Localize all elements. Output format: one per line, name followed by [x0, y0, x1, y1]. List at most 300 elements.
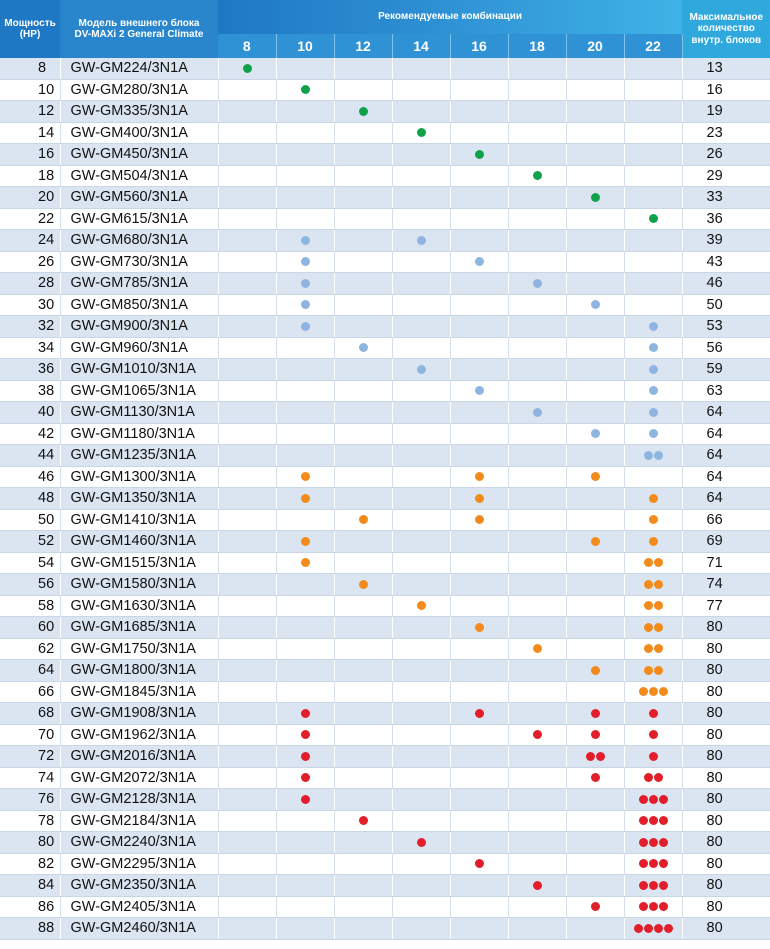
combo-cell [392, 509, 450, 531]
combo-dot-icon [649, 214, 658, 223]
table-row [0, 466, 770, 488]
combo-dot-icon [649, 322, 658, 331]
model-cell: GW-GM1300/3N1A [60, 466, 218, 488]
combo-cell [624, 531, 682, 553]
combo-dots [634, 924, 673, 933]
combo-dots [591, 773, 600, 782]
combo-dot-icon [475, 257, 484, 266]
model-cell: GW-GM2350/3N1A [60, 875, 218, 897]
combo-cell [334, 918, 392, 940]
combo-dots [591, 472, 600, 481]
header-combo-col: 16 [450, 34, 508, 58]
combo-cell [276, 875, 334, 897]
power-cell: 82 [0, 853, 60, 875]
power-cell: 50 [0, 509, 60, 531]
combo-cell [218, 423, 276, 445]
combo-cell [276, 165, 334, 187]
combo-cell [508, 337, 566, 359]
max-indoor-cell: 46 [682, 273, 770, 295]
power-cell: 78 [0, 810, 60, 832]
combo-cell [218, 230, 276, 252]
power-cell: 56 [0, 574, 60, 596]
combo-cell [334, 359, 392, 381]
combo-dot-icon [417, 838, 426, 847]
combo-dot-icon [639, 816, 648, 825]
combo-cell [276, 789, 334, 811]
combo-cell [450, 896, 508, 918]
combo-cell [276, 423, 334, 445]
combo-cell [566, 746, 624, 768]
combo-dots [301, 236, 310, 245]
combo-dots [301, 279, 310, 288]
table-row [0, 423, 770, 445]
combo-dot-icon [644, 666, 653, 675]
header-model [60, 0, 218, 58]
combo-dots [644, 451, 663, 460]
combo-cell [276, 273, 334, 295]
combo-cell [508, 488, 566, 510]
combo-cell [508, 681, 566, 703]
power-cell: 16 [0, 144, 60, 166]
combo-dot-icon [644, 773, 653, 782]
model-cell: GW-GM450/3N1A [60, 144, 218, 166]
combo-dot-icon [475, 859, 484, 868]
combo-cell [276, 79, 334, 101]
combo-cell [218, 918, 276, 940]
combo-cell [334, 165, 392, 187]
power-cell: 34 [0, 337, 60, 359]
combo-cell [624, 423, 682, 445]
combo-cell [334, 595, 392, 617]
combo-cell [392, 187, 450, 209]
max-indoor-cell: 64 [682, 488, 770, 510]
combo-cell [392, 273, 450, 295]
table-row [0, 316, 770, 338]
model-cell: GW-GM2295/3N1A [60, 853, 218, 875]
combo-cell [450, 251, 508, 273]
header-max-line1: Максимальное [689, 11, 764, 23]
model-cell: GW-GM1800/3N1A [60, 660, 218, 682]
max-indoor-cell: 64 [682, 445, 770, 467]
combo-cell [392, 595, 450, 617]
combo-cell [508, 552, 566, 574]
combo-cell [508, 165, 566, 187]
combo-dots [639, 902, 668, 911]
combo-dot-icon [639, 859, 648, 868]
table-row [0, 488, 770, 510]
combo-dots [475, 623, 484, 632]
combo-cell [508, 187, 566, 209]
combo-cell [624, 187, 682, 209]
combo-cell [392, 767, 450, 789]
combo-cell [276, 617, 334, 639]
combo-cell [450, 144, 508, 166]
combo-dots [475, 515, 484, 524]
model-cell: GW-GM730/3N1A [60, 251, 218, 273]
model-cell: GW-GM2128/3N1A [60, 789, 218, 811]
combo-dot-icon [649, 386, 658, 395]
combo-cell [566, 703, 624, 725]
table-row [0, 58, 770, 79]
combo-dot-icon [301, 709, 310, 718]
combo-dot-icon [664, 924, 673, 933]
combo-cell [276, 832, 334, 854]
combo-dot-icon [654, 773, 663, 782]
combo-dot-icon [654, 644, 663, 653]
combo-cell [508, 617, 566, 639]
combo-dots [475, 472, 484, 481]
power-cell: 40 [0, 402, 60, 424]
max-indoor-cell: 53 [682, 316, 770, 338]
power-cell: 28 [0, 273, 60, 295]
max-indoor-cell: 80 [682, 810, 770, 832]
combo-dot-icon [301, 537, 310, 546]
combo-dots [644, 644, 663, 653]
combo-dot-icon [591, 429, 600, 438]
combo-cell [450, 767, 508, 789]
combo-cell [276, 595, 334, 617]
table-body [0, 58, 770, 939]
combo-dots [475, 494, 484, 503]
combo-cell [334, 230, 392, 252]
combo-cell [276, 531, 334, 553]
max-indoor-cell: 66 [682, 509, 770, 531]
combo-cell [334, 638, 392, 660]
combo-cell [218, 273, 276, 295]
table-row [0, 402, 770, 424]
combo-cell [508, 595, 566, 617]
combo-dot-icon [659, 687, 668, 696]
combo-dots [591, 902, 600, 911]
table-row [0, 918, 770, 940]
combo-cell [450, 617, 508, 639]
max-indoor-cell: 29 [682, 165, 770, 187]
combo-cell [276, 466, 334, 488]
combo-dots [475, 386, 484, 395]
power-cell: 18 [0, 165, 60, 187]
model-cell: GW-GM1130/3N1A [60, 402, 218, 424]
combo-cell [450, 79, 508, 101]
table-row [0, 165, 770, 187]
combo-dot-icon [533, 644, 542, 653]
model-cell: GW-GM1845/3N1A [60, 681, 218, 703]
combo-cell [392, 531, 450, 553]
combo-dots [639, 795, 668, 804]
combo-cell [392, 746, 450, 768]
combo-dot-icon [359, 515, 368, 524]
combo-cell [218, 445, 276, 467]
power-cell: 70 [0, 724, 60, 746]
combo-dots [301, 472, 310, 481]
combo-dot-icon [649, 687, 658, 696]
combo-cell [508, 144, 566, 166]
combo-cell [334, 79, 392, 101]
combo-cell [566, 208, 624, 230]
combo-cell [218, 144, 276, 166]
max-indoor-cell: 80 [682, 853, 770, 875]
combo-dots [475, 150, 484, 159]
table-row [0, 294, 770, 316]
combo-cell [450, 402, 508, 424]
combo-cell [566, 423, 624, 445]
combo-cell [218, 595, 276, 617]
combo-cell [566, 681, 624, 703]
combo-cell [392, 445, 450, 467]
combo-cell [624, 660, 682, 682]
combo-dot-icon [649, 730, 658, 739]
combo-cell [392, 488, 450, 510]
combo-cell [566, 316, 624, 338]
combo-dot-icon [649, 859, 658, 868]
table-row [0, 230, 770, 252]
combo-dot-icon [591, 709, 600, 718]
combo-cell [334, 144, 392, 166]
power-cell: 72 [0, 746, 60, 768]
max-indoor-cell: 64 [682, 466, 770, 488]
combo-cell [392, 359, 450, 381]
max-indoor-cell: 16 [682, 79, 770, 101]
max-indoor-cell: 77 [682, 595, 770, 617]
combo-cell [334, 187, 392, 209]
combo-dot-icon [301, 730, 310, 739]
combo-dots [533, 408, 542, 417]
combo-cell [218, 832, 276, 854]
combo-dots [359, 343, 368, 352]
combo-dots [301, 558, 310, 567]
combo-cell [624, 724, 682, 746]
combo-dot-icon [533, 279, 542, 288]
table-row [0, 853, 770, 875]
table-row [0, 595, 770, 617]
header-combo-col: 14 [392, 34, 450, 58]
combo-cell [334, 789, 392, 811]
combo-dots [301, 752, 310, 761]
combo-dot-icon [533, 408, 542, 417]
combo-cell [566, 251, 624, 273]
combo-dots [475, 257, 484, 266]
combo-cell [392, 703, 450, 725]
combo-cell [276, 402, 334, 424]
table-row [0, 896, 770, 918]
combo-dot-icon [644, 644, 653, 653]
combo-cell [450, 681, 508, 703]
combo-dot-icon [649, 838, 658, 847]
header-power [0, 0, 60, 58]
power-cell: 14 [0, 122, 60, 144]
model-cell: GW-GM615/3N1A [60, 208, 218, 230]
combo-cell [624, 617, 682, 639]
combo-dot-icon [301, 795, 310, 804]
max-indoor-cell: 71 [682, 552, 770, 574]
max-indoor-cell: 80 [682, 617, 770, 639]
combo-cell [624, 789, 682, 811]
combo-cell [624, 445, 682, 467]
combo-cell [218, 380, 276, 402]
combo-cell [334, 875, 392, 897]
combo-dot-icon [644, 623, 653, 632]
max-indoor-cell: 13 [682, 58, 770, 79]
combo-cell [392, 832, 450, 854]
combo-cell [566, 337, 624, 359]
combo-cell [624, 294, 682, 316]
combo-cell [218, 58, 276, 79]
combo-cell [566, 466, 624, 488]
combo-cell [334, 208, 392, 230]
combo-dots [301, 322, 310, 331]
combo-dots [649, 343, 658, 352]
combo-dot-icon [359, 343, 368, 352]
combo-cell [624, 509, 682, 531]
power-cell: 74 [0, 767, 60, 789]
max-indoor-cell: 36 [682, 208, 770, 230]
combo-cell [508, 251, 566, 273]
combo-dot-icon [639, 795, 648, 804]
combo-dots [644, 558, 663, 567]
combo-dots [301, 494, 310, 503]
combo-cell [508, 638, 566, 660]
combo-cell [566, 552, 624, 574]
max-indoor-cell: 80 [682, 918, 770, 940]
combo-cell [450, 595, 508, 617]
table-row [0, 638, 770, 660]
model-cell: GW-GM785/3N1A [60, 273, 218, 295]
combo-dots [649, 214, 658, 223]
combo-dot-icon [591, 472, 600, 481]
combo-cell [334, 810, 392, 832]
max-indoor-cell: 50 [682, 294, 770, 316]
combo-cell [334, 337, 392, 359]
power-cell: 20 [0, 187, 60, 209]
max-indoor-cell: 69 [682, 531, 770, 553]
combo-cell [566, 294, 624, 316]
combo-cell [624, 595, 682, 617]
combo-cell [624, 488, 682, 510]
combo-dot-icon [596, 752, 605, 761]
model-cell: GW-GM1580/3N1A [60, 574, 218, 596]
model-cell: GW-GM335/3N1A [60, 101, 218, 123]
combo-cell [334, 423, 392, 445]
combo-cell [334, 552, 392, 574]
combo-dots [591, 537, 600, 546]
combo-cell [392, 617, 450, 639]
combo-cell [218, 337, 276, 359]
combo-dots [586, 752, 605, 761]
combo-dots [243, 64, 252, 73]
max-indoor-cell: 26 [682, 144, 770, 166]
combo-cell [508, 703, 566, 725]
max-indoor-cell: 80 [682, 767, 770, 789]
combo-cell [450, 724, 508, 746]
combo-cell [450, 703, 508, 725]
combo-dots [591, 193, 600, 202]
combo-dot-icon [359, 107, 368, 116]
combo-dots [639, 687, 668, 696]
combo-cell [218, 187, 276, 209]
combo-cell [276, 638, 334, 660]
combo-dots [644, 601, 663, 610]
combo-dots [649, 537, 658, 546]
combo-cell [276, 488, 334, 510]
combo-cell [392, 122, 450, 144]
combo-cell [508, 466, 566, 488]
combo-cell [450, 273, 508, 295]
combo-cell [450, 918, 508, 940]
table-row [0, 703, 770, 725]
combo-cell [334, 294, 392, 316]
model-cell: GW-GM1180/3N1A [60, 423, 218, 445]
combo-cell [450, 574, 508, 596]
combo-cell [566, 789, 624, 811]
combo-cell [334, 466, 392, 488]
max-indoor-cell: 80 [682, 789, 770, 811]
combo-dot-icon [591, 537, 600, 546]
max-indoor-cell: 74 [682, 574, 770, 596]
combo-dots [533, 279, 542, 288]
combo-dots [649, 752, 658, 761]
table-row [0, 380, 770, 402]
combo-cell [276, 574, 334, 596]
combo-cell [334, 531, 392, 553]
power-cell: 60 [0, 617, 60, 639]
combo-cell [218, 466, 276, 488]
combo-cell [392, 251, 450, 273]
combo-cell [392, 724, 450, 746]
combo-dots [649, 322, 658, 331]
combo-cell [334, 445, 392, 467]
combo-cell [392, 144, 450, 166]
combo-dot-icon [649, 709, 658, 718]
power-cell: 62 [0, 638, 60, 660]
combo-cell [392, 466, 450, 488]
max-indoor-cell: 63 [682, 380, 770, 402]
combo-dots [649, 365, 658, 374]
combo-dots [591, 429, 600, 438]
combo-cell [450, 660, 508, 682]
combo-cell [334, 660, 392, 682]
combo-cell [566, 230, 624, 252]
combo-cell [276, 767, 334, 789]
model-cell: GW-GM504/3N1A [60, 165, 218, 187]
power-cell: 36 [0, 359, 60, 381]
max-indoor-cell: 80 [682, 746, 770, 768]
combo-cell [450, 101, 508, 123]
combo-dot-icon [654, 601, 663, 610]
combo-cell [392, 423, 450, 445]
combo-cell [392, 875, 450, 897]
combo-dot-icon [644, 580, 653, 589]
combo-cell [450, 488, 508, 510]
combo-dots [639, 838, 668, 847]
combo-dot-icon [301, 752, 310, 761]
combo-cell [450, 423, 508, 445]
combo-dots [591, 300, 600, 309]
combo-dots [533, 171, 542, 180]
combo-cell [508, 853, 566, 875]
combo-cell [276, 144, 334, 166]
combo-cell [566, 144, 624, 166]
combo-dot-icon [475, 623, 484, 632]
combo-cell [334, 273, 392, 295]
combo-cell [450, 853, 508, 875]
combo-cell [508, 79, 566, 101]
model-cell: GW-GM2405/3N1A [60, 896, 218, 918]
combo-cell [450, 509, 508, 531]
table-row [0, 832, 770, 854]
combo-cell [276, 337, 334, 359]
table-row [0, 660, 770, 682]
combo-dots [649, 429, 658, 438]
combo-cell [624, 380, 682, 402]
